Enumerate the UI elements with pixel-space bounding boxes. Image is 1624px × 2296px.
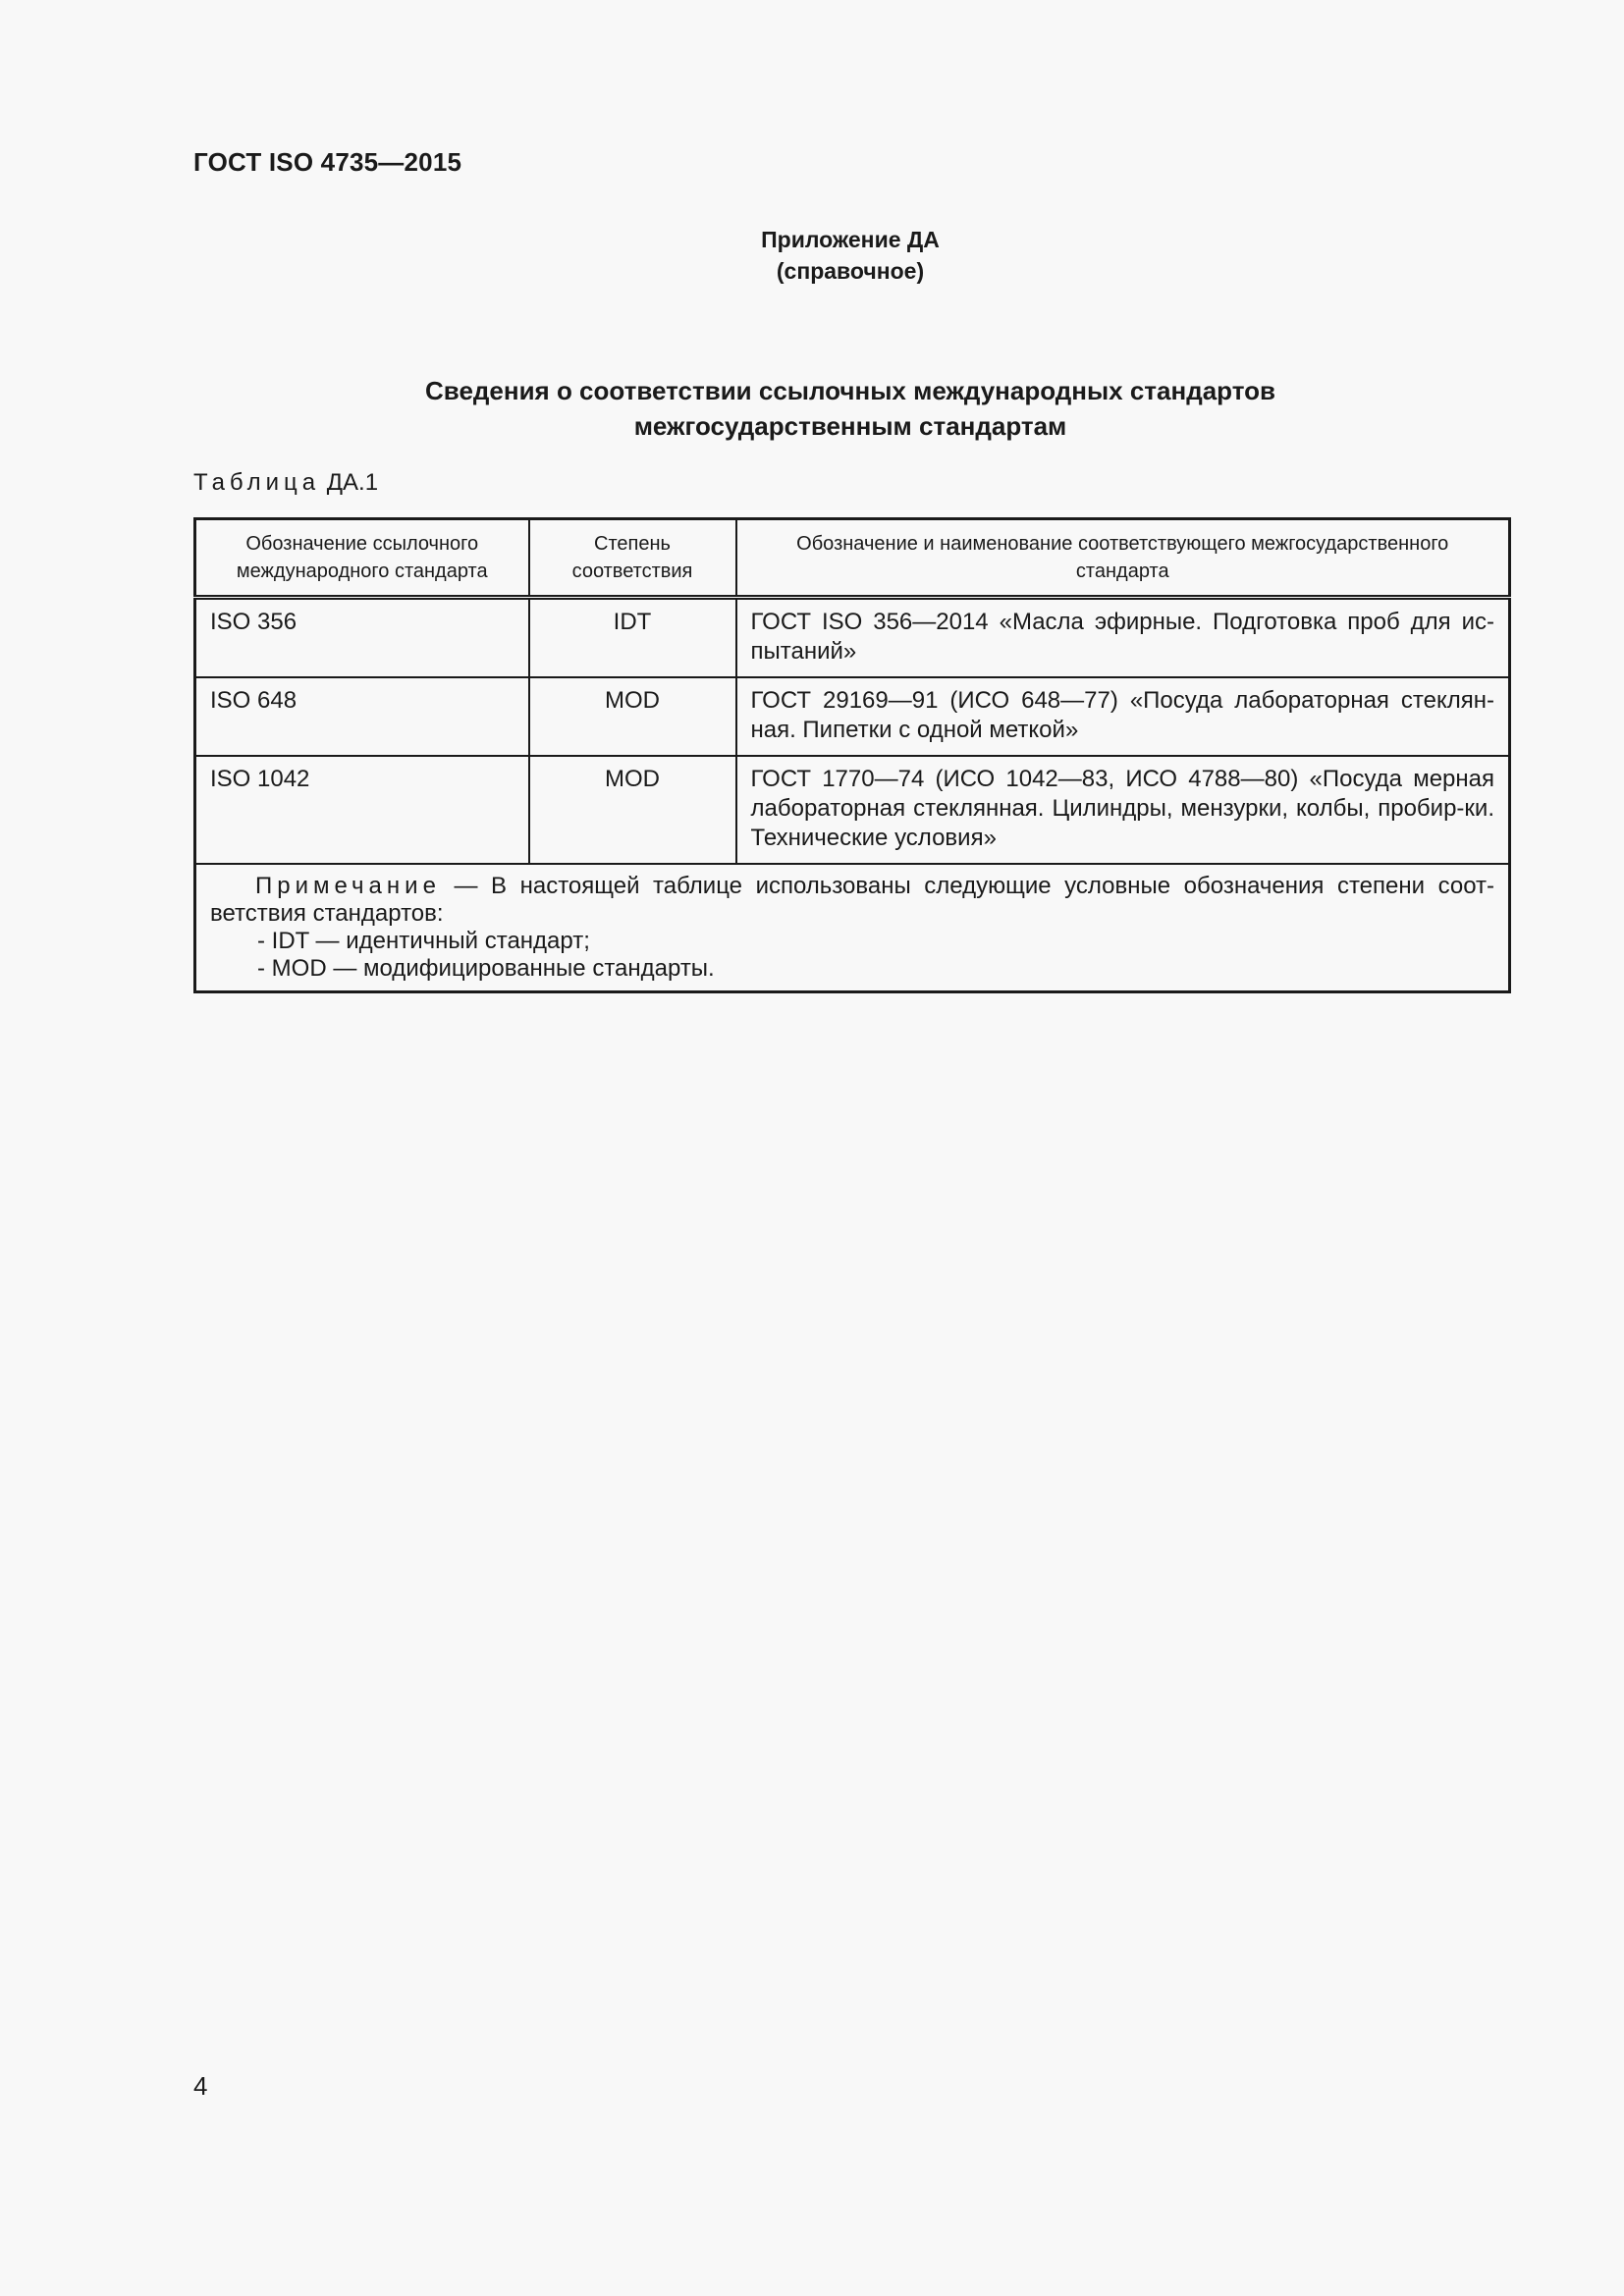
column-header-degree: Степень соответствия: [529, 519, 736, 598]
section-title-line-1: Сведения о соответствии ссылочных международных стандартов: [425, 376, 1275, 405]
table-caption-number: ДА.1: [326, 469, 379, 496]
cell-degree: MOD: [529, 756, 736, 864]
cell-degree: IDT: [529, 598, 736, 678]
page-number: 4: [193, 2071, 208, 2101]
table-note: [195, 864, 1510, 992]
table-row: [195, 756, 1510, 864]
cell-reference: ISO 1042: [195, 756, 529, 864]
section-title: [193, 373, 1507, 444]
column-header-reference: Обозначение ссылочного международного стандарта: [195, 519, 529, 598]
appendix-heading: [193, 224, 1507, 287]
cell-interstate-standard: ГОСТ 29169—91 (ИСО 648—77) «Посуда лабораторная стеклян-ная. Пипетки с одной меткой»: [736, 677, 1510, 756]
section-title-line-2: межгосударственным стандартам: [633, 411, 1067, 441]
correspondence-table: [193, 517, 1511, 993]
cell-degree: MOD: [529, 677, 736, 756]
note-paragraph: [210, 873, 1494, 928]
document-code: ГОСТ ISO 4735—2015: [193, 147, 462, 177]
note-label: Примечание: [255, 873, 441, 899]
column-header-interstate: Обозначение и наименование соответствующего межгосударственного стандарта: [736, 519, 1510, 598]
table-caption: [193, 469, 378, 497]
table-header-row: [195, 519, 1510, 598]
table-note-row: [195, 864, 1510, 992]
cell-reference: ISO 648: [195, 677, 529, 756]
appendix-subtitle: (справочное): [776, 258, 925, 284]
note-item-mod: - MOD — модифицированные стандарты.: [257, 955, 715, 982]
table-caption-label: Таблица: [193, 469, 321, 496]
cell-interstate-standard: ГОСТ ISO 356—2014 «Масла эфирные. Подготовка проб для ис-пытаний»: [736, 598, 1510, 678]
appendix-title: Приложение ДА: [761, 227, 940, 252]
table-row: [195, 598, 1510, 678]
note-item-idt: - IDT — идентичный стандарт;: [257, 928, 590, 954]
cell-reference: ISO 356: [195, 598, 529, 678]
cell-interstate-standard: ГОСТ 1770—74 (ИСО 1042—83, ИСО 4788—80) «Посуда мерная лабораторная стеклянная. Цилиндры, мензурки, колбы, пробир-ки. Технические условия»: [736, 756, 1510, 864]
note-text: — В настоящей таблице использованы следующие условные обозначения степени соот-ветствия стандартов:: [210, 873, 1494, 927]
table-row: [195, 677, 1510, 756]
